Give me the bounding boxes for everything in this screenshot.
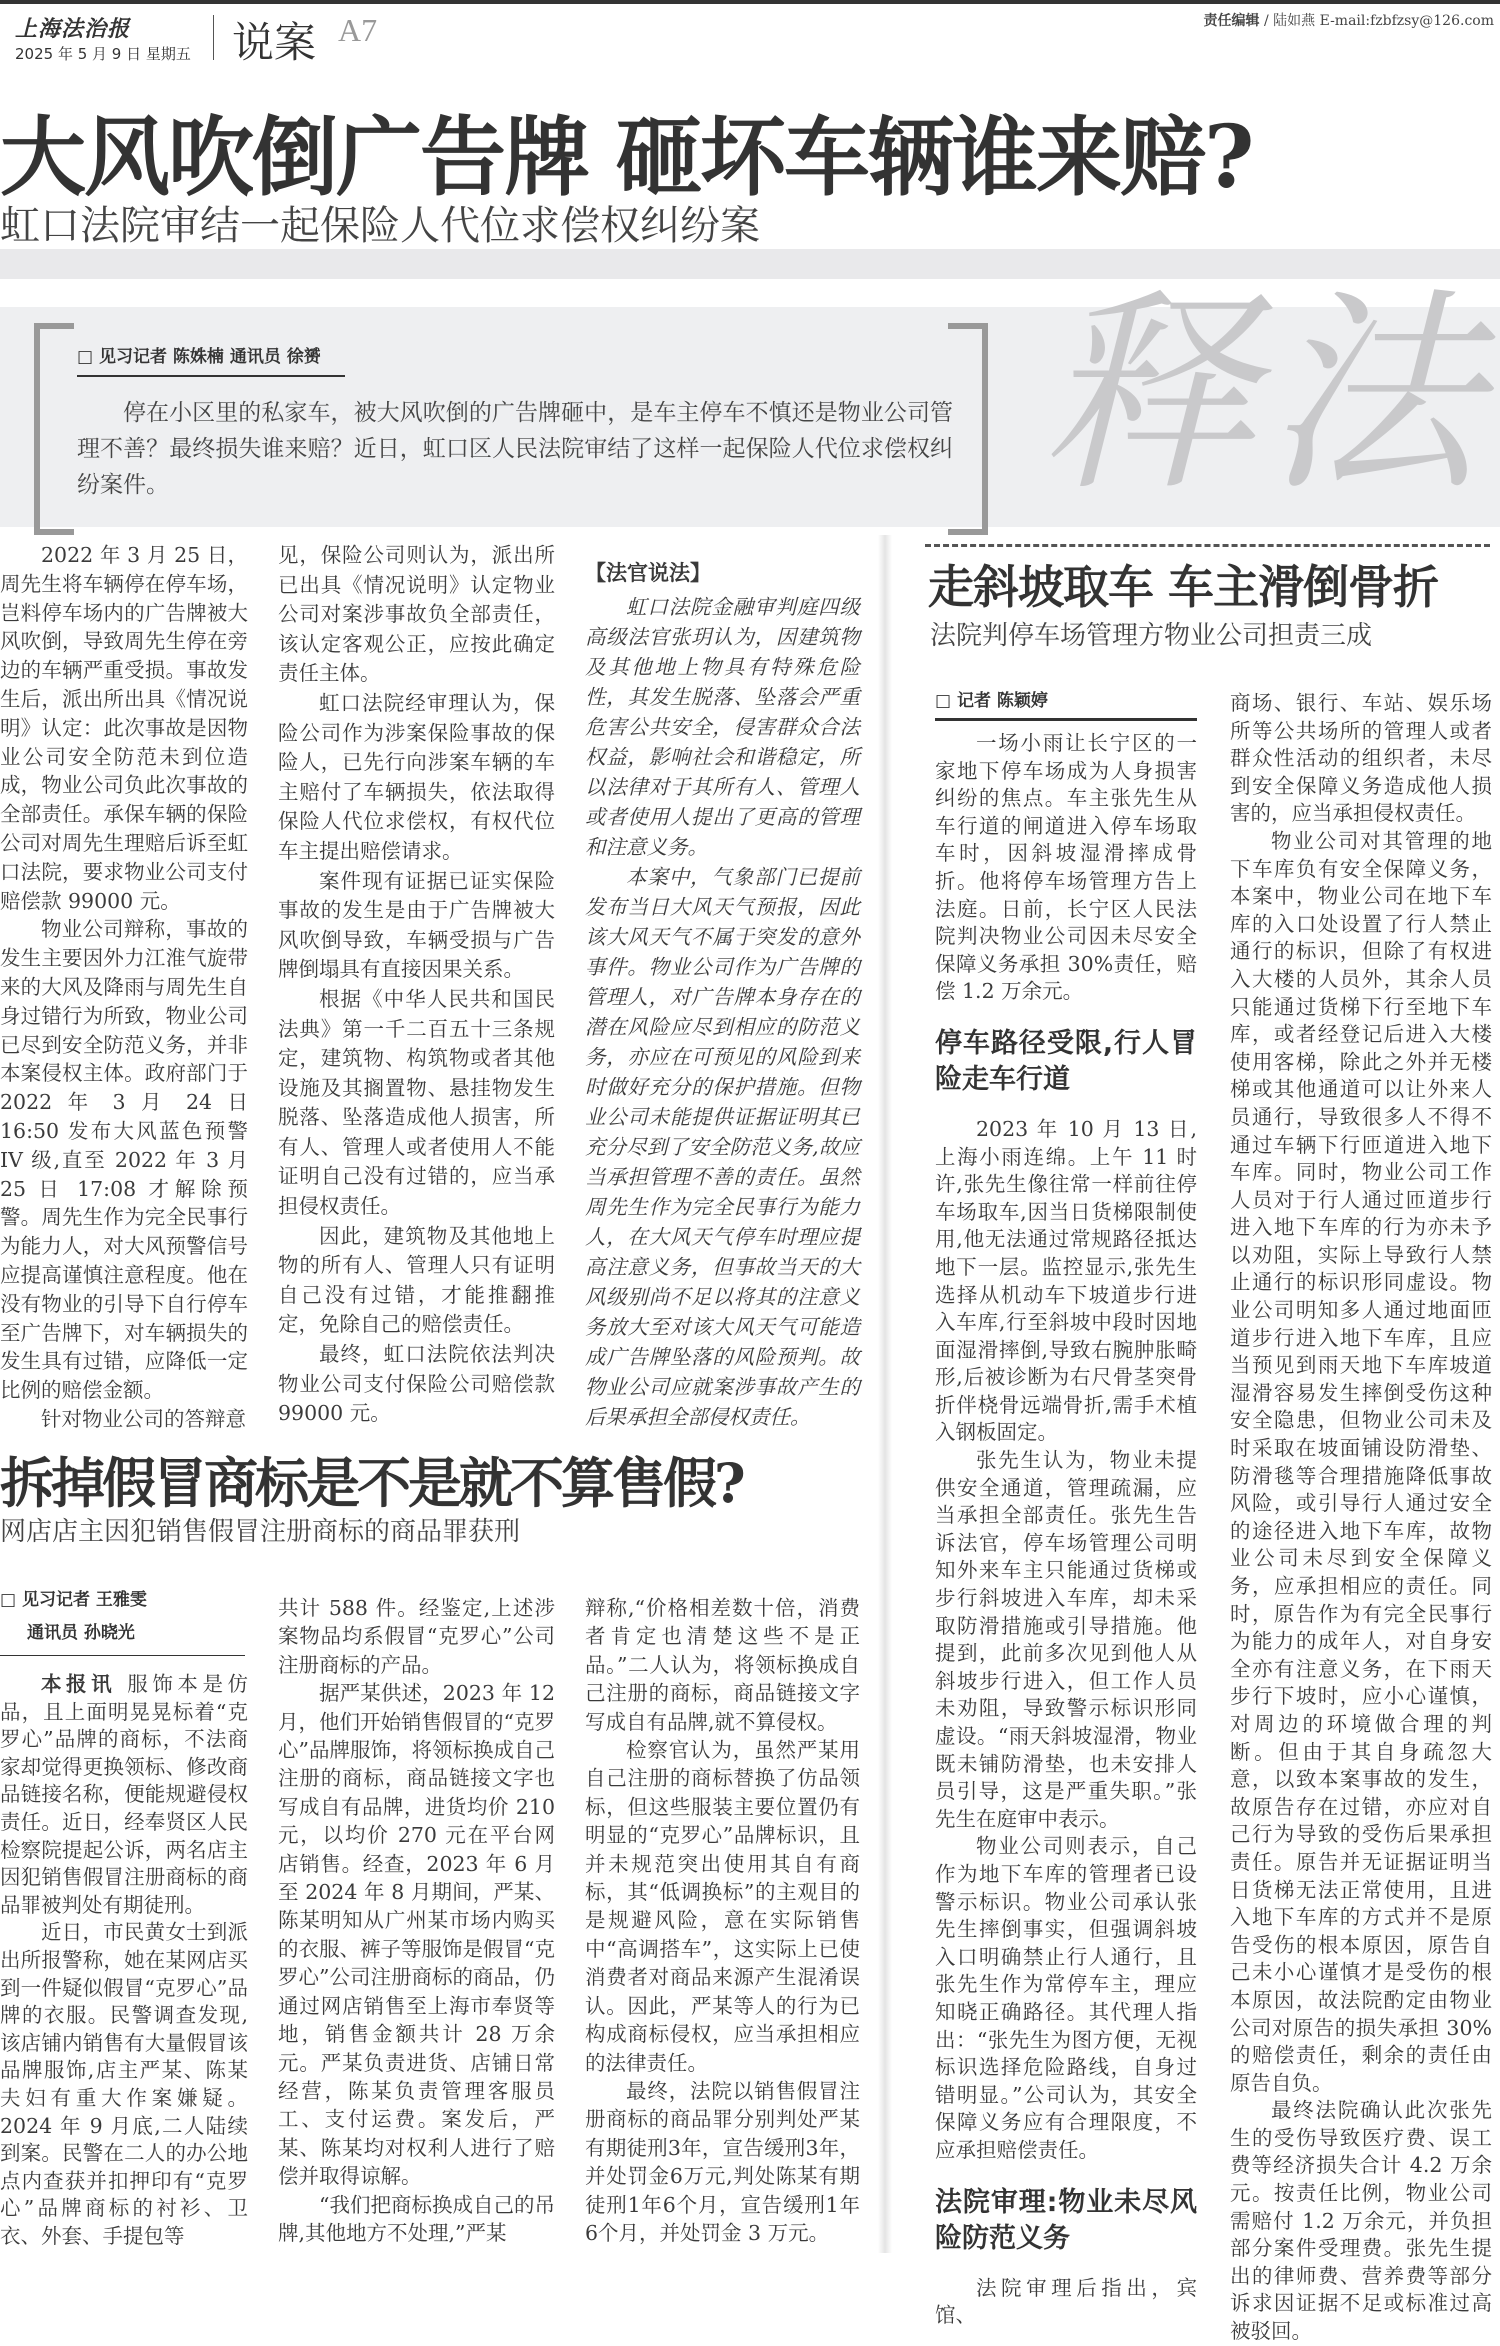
paragraph: 一场小雨让长宁区的一家地下停车场成为人身损害纠纷的焦点。车主张先生从车行道的闸道进入停车场取车时，因斜坡湿滑摔成骨折。他将停车场管理方告上法庭。日前，长宁区人民法院判决物业公司因未尽安全保障义务承担 30%责任，赔偿 1.2 万余元。 bbox=[935, 731, 1197, 1004]
paragraph bbox=[0, 1671, 248, 1919]
editor-name: / 陆如燕 bbox=[1263, 13, 1316, 29]
article2-headline: 走斜坡取车 车主滑倒骨折 bbox=[928, 560, 1439, 614]
intro-bracket-right bbox=[948, 323, 988, 535]
judge-commentary-heading: 【法官说法】 bbox=[585, 561, 711, 585]
article1-subheadline: 虹口法院审结一起保险人代位求偿权纠纷案 bbox=[0, 203, 760, 249]
judge-commentary bbox=[585, 558, 860, 1432]
column-divider bbox=[878, 535, 892, 2253]
paragraph: 见，保险公司则认为，派出所已出具《情况说明》认定物业公司对案涉事故负全部责任，该认定客观公正，应按此确定责任主体。 bbox=[278, 543, 555, 686]
paragraph: 案件现有证据已证实保险事故的发生是由于广告牌被大风吹倒导致，车辆受损与广告牌倒塌具有直接因果关系。 bbox=[278, 868, 555, 982]
paragraph: 近日，市民黄女士到派出所报警称，她在某网店买到一件疑似假冒“克罗心”品牌的衣服。民警调查发现,该店铺内销售有大量假冒该品牌服饰,店主严某、陈某夫妇有重大作案嫌疑。2024 年 9 月底,二人陆续到案。民警在二人的办公地点内查获并扣押印有“克罗心”品牌商标的衬衫、卫衣、外套、手提包等 bbox=[0, 1920, 248, 2248]
dateline-lead: 本报讯 bbox=[41, 1672, 117, 1696]
article3-byline-correspondent: 通讯员 孙晓光 bbox=[27, 1623, 135, 1643]
article2-dashed-rule bbox=[925, 544, 1490, 547]
article2-subheadline: 法院判停车场管理方物业公司担责三成 bbox=[930, 621, 1373, 651]
article1-headline: 大风吹倒广告牌 砸坏车辆谁来赔? bbox=[0, 107, 1253, 208]
section-subheading: 法院审理:物业未尽风险防范义务 bbox=[935, 2186, 1197, 2254]
paragraph: “我们把商标换成自己的吊牌,其他地方不处理,”严某 bbox=[278, 2192, 555, 2245]
section-subheading: 停车路径受限,行人冒险走车行道 bbox=[935, 1027, 1197, 1095]
article1-column-2 bbox=[278, 541, 555, 1429]
article1-intro: 停在小区里的私家车，被大风吹倒的广告牌砸中，是车主停车不慎还是物业公司管理不善？最终损失谁来赔？近日，虹口区人民法院审结了这样一起保险人代位求偿权纠纷案件。 bbox=[77, 400, 953, 498]
paragraph: 最终，法院以销售假冒注册商标的商品罪分别判处严某有期徒刑3年，宣告缓刑3年，并处罚金6万元,判处陈某有期徒刑1年6个月，宣告缓刑1年6个月，并处罚金 3 万元。 bbox=[585, 2078, 860, 2245]
article2-byline: □ 记者 陈颖婷 bbox=[935, 690, 1197, 721]
issue-date: 2025 年 5 月 9 日 星期五 bbox=[15, 45, 191, 63]
intro-bracket-left bbox=[34, 323, 74, 535]
paragraph: 共计 588 件。经鉴定,上述涉案物品均系假冒“克罗心”公司注册商标的产品。 bbox=[278, 1596, 555, 1677]
paragraph: 物业公司对其管理的地下车库负有安全保障义务，本案中，物业公司在地下车库的入口处设置了行人禁止通行的标识，但除了有权进入大楼的人员外，其余人员只能通过货梯下行至地下车库，或者经登记后进入大楼使用客梯，除此之外并无楼梯或其他通道可以让外来人员通行，导致很多人不得不通过车辆下行匝道进入地下车库。同时，物业公司工作人员对于行人通过匝道步行进入地下车库的行为亦未予以劝阻，实际上导致行人禁止通行的标识形同虚设。物业公司明知多人通过地面匝道步行进入地下车库，且应当预见到雨天地下车库坡道湿滑容易发生摔倒受伤这种安全隐患，但物业公司未及时采取在坡面铺设防滑垫、防滑毯等合理措施降低事故风险，或引导行人通过安全的途径进入地下车库，故物业公司未尽到安全保障义务，应承担相应的责任。同时，原告作为有完全民事行为能力的成年人，对自身安全亦有注意义务，在下雨天步行下坡时，应小心谨慎，对周边的环境做合理的判断。但由于其自身疏忽大意，以致本案事故的发生，故原告存在过错，亦应对自己行为导致的受伤后果承担责任。原告并无证据证明当日货梯无法正常使用，且进入地下车库的方式并不是原告受伤的根本原因，原告自己未小心谨慎才是受伤的根本原因，故法院酌定由物业公司对原告的损失承担 30%的赔偿责任，剩余的责任由原告自负。 bbox=[1230, 828, 1492, 2095]
article3-column-3 bbox=[585, 1594, 860, 2247]
page-number: A7 bbox=[338, 12, 378, 48]
paragraph: 因此，建筑物及其他地上物的所有人、管理人只有证明自己没有过错，才能推翻推定，免除自己的赔偿责任。 bbox=[278, 1223, 555, 1337]
editor-email[interactable]: E-mail:fzbfzsy@126.com bbox=[1319, 13, 1494, 29]
header-divider bbox=[213, 15, 214, 60]
paragraph: 2023 年 10 月 13 日,上海小雨连绵。上午 11 时许,张先生像往常一样前往停车场取车,因当日货梯限制使用,他无法通过常规路径抵达地下一层。监控显示,张先生选择从机动车下坡道步行进入车库,行至斜坡中段时因地面湿滑摔倒,导致右腕肿胀畸形,后被诊断为右尺骨茎突骨折伴桡骨远端骨折,需手术植入钢板固定。 bbox=[935, 1116, 1197, 1445]
paragraph: 2022 年 3 月 25 日，周先生将车辆停在停车场，岂料停车场内的广告牌被大风吹倒，导致周先生停在旁边的车辆严重受损。事故发生后，派出所出具《情况说明》认定：此次事故是因物业公司安全防范未到位造成，物业公司负此次事故的全部责任。承保车辆的保险公司对周先生理赔后诉至虹口法院，要求物业公司支付赔偿款 99000 元。 bbox=[0, 543, 248, 913]
paragraph: 商场、银行、车站、娱乐场所等公共场所的管理人或者群众性活动的组织者，未尽到安全保障义务造成他人损害的，应当承担侵权责任。 bbox=[1230, 691, 1492, 826]
paragraph: 最终法院确认此次张先生的受伤导致医疗费、误工费等经济损失合计 4.2 万余元。按责任比例，物业公司需赔付 1.2 万余元，并负担部分案件受理费。张先生提出的律师费、营养费等部分诉求因证据不足或标准过高被驳回。 bbox=[1230, 2098, 1492, 2344]
section-name: 说案 bbox=[232, 18, 317, 67]
paragraph: 物业公司则表示，自己作为地下车库的管理者已设警示标识。物业公司承认张先生摔倒事实，但强调斜坡入口明确禁止行人通行，且张先生作为常停车主，理应知晓正确路径。其代理人指出：“张先生为图方便，无视标识选择危险路线，自身过错明显。”公司认为，其安全保障义务应有合理限度，不应承担赔偿责任。 bbox=[935, 1834, 1197, 2162]
paragraph: 本案中，气象部门已提前发布当日大风天气预报，因此该大风天气不属于突发的意外事件。物业公司作为广告牌的管理人，对广告牌本身存在的潜在风险应尽到相应的防范义务，亦应在可预见的风险到来时做好充分的保护措施。但物业公司未能提供证据证明其已充分尽到了安全防范义务,故应当承担管理不善的责任。虽然周先生作为完全民事行为能力人，在大风天气停车时理应提高注意义务，但事故当天的大风级别尚不足以将其的注意义务放大至对该大风天气可能造成广告牌坠落的风险预判。故物业公司应就案涉事故产生的后果承担全部侵权责任。 bbox=[585, 865, 860, 1429]
article3-byline bbox=[0, 1584, 245, 1656]
paragraph: 根据《中华人民共和国民法典》第一千二百五十三条规定，建筑物、构筑物或者其他设施及其搁置物、悬挂物发生脱落、坠落造成他人损害，所有人、管理人或者使用人不能证明自己没有过错的，应当承担侵权责任。 bbox=[278, 986, 555, 1219]
article3-subheadline: 网店店主因犯销售假冒注册商标的商品罪获刑 bbox=[0, 1517, 521, 1547]
shifa-calligraphy-watermark: 释法 bbox=[1040, 269, 1490, 520]
article3-headline: 拆掉假冒商标是不是就不算售假? bbox=[0, 1451, 743, 1515]
article2-column-1 bbox=[935, 730, 1197, 2330]
newspaper-logo: 上海法治报 bbox=[15, 16, 131, 42]
judge-commentary-body bbox=[585, 592, 860, 1432]
paragraph: 针对物业公司的答辩意 bbox=[41, 1406, 246, 1431]
paragraph: 检察官认为，虽然严某用自己注册的商标替换了仿品领标，但这些服装主要位置仍有明显的“克罗心”品牌标识，且并未规范突出使用其自有商标，其“低调换标”的主观目的是规避风险，意在实际销售中“高调搭车”，这实际上已使消费者对商品来源产生混淆误认。因此，严某等人的行为已构成商标侵权，应当承担相应的法律责任。 bbox=[585, 1738, 860, 2075]
paragraph: 物业公司辩称，事故的发生主要因外力江淮气旋带来的大风及降雨与周先生自身过错行为所致，物业公司已尽到安全防范义务，并非本案侵权主体。政府部门于 2022 年 3 月 24 日 16:50 发布大风蓝色预警 IV 级,直至 2022 年 3 月 25 日 17:08 才解除预警。周先生作为完全民事行为能力人，对大风预警信号应提高谨慎注意程度。他在没有物业的引导下自行停车至广告牌下，对车辆损失的发生具有过错，应降低一定比例的赔偿金额。 bbox=[0, 917, 248, 1403]
editor-label: 责任编辑 bbox=[1203, 13, 1260, 29]
paragraph: 法院审理后指出，宾馆、 bbox=[935, 2275, 1197, 2328]
paragraph: 辩称,“价格相差数十倍，消费者肯定也清楚这些不是正品。”二人认为，将领标换成自己注册的商标，商品链接文字写成自有品牌,就不算侵权。 bbox=[585, 1596, 860, 1734]
article2-column-2 bbox=[1230, 690, 1492, 2346]
article3-column-1 bbox=[0, 1671, 248, 2250]
article3-column-2 bbox=[278, 1594, 555, 2247]
article1-column-1 bbox=[0, 541, 248, 1434]
paragraph: 据严某供述，2023 年 12 月，他们开始销售假冒的“克罗心”品牌服饰，将领标换成自己注册的商标，商品链接文字也写成自有品牌，进货均价 210 元，以均价 270 元在平台网店销售。经查，2023 年 6 月至 2024 年 8 月期间，严某、陈某明知从广州某市场内购买的衣服、裤子等服饰是假冒“克罗心”公司注册商标的商品，仍通过网店销售至上海市奉贤等地，销售金额共计 28 万余元。严某负责进货、店铺日常经营，陈某负责管理客服员工、支付运费。案发后，严某、陈某均对权利人进行了赔偿并取得谅解。 bbox=[278, 1681, 555, 2189]
editor-info bbox=[1204, 10, 1494, 30]
paragraph: 最终，虹口法院依法判决物业公司支付保险公司赔偿款 99000 元。 bbox=[278, 1342, 555, 1426]
paragraph: 虹口法院经审理认为，保险公司作为涉案保险事故的保险人，已先行向涉案车辆的车主赔付了车辆损失，依法取得保险人代位求偿权，有权代位车主提出赔偿请求。 bbox=[278, 690, 555, 863]
paragraph: 虹口法院金融审判庭四级高级法官张玥认为，因建筑物及其他地上物具有特殊危险性，其发生脱落、坠落会严重危害公共安全，侵害群众合法权益，影响社会和谐稳定，所以法律对于其所有人、管理人或者使用人提出了更高的管理和注意义务。 bbox=[585, 595, 860, 859]
top-rule bbox=[0, 0, 1500, 4]
paragraph: 张先生认为，物业未提供安全通道，管理疏漏，应当承担全部责任。张先生告诉法官，停车场管理公司明知外来车主只能通过货梯或步行斜坡进入车库，却未采取防滑措施或引导措施。他提到，此前多次见到他人从斜坡步行进入，但工作人员未劝阻，导致警示标识形同虚设。“雨天斜坡湿滑，物业既未铺防滑垫，也未安排人员引导，这是严重失职。”张先生在庭审中表示。 bbox=[935, 1448, 1197, 1831]
article3-byline-reporter: □ 见习记者 王雅雯 bbox=[0, 1590, 147, 1610]
article1-byline: □ 见习记者 陈姝楠 通讯员 徐赟 bbox=[77, 342, 345, 377]
paragraph-text: 服饰本是仿品，且上面明晃晃标着“克罗心”品牌的商标，不法商家却觉得更换领标、修改商品链接名称，便能规避侵权责任。近日，经奉贤区人民检察院提起公诉，两名店主因犯销售假冒注册商标的商品罪被判处有期徒刑。 bbox=[0, 1672, 248, 1917]
